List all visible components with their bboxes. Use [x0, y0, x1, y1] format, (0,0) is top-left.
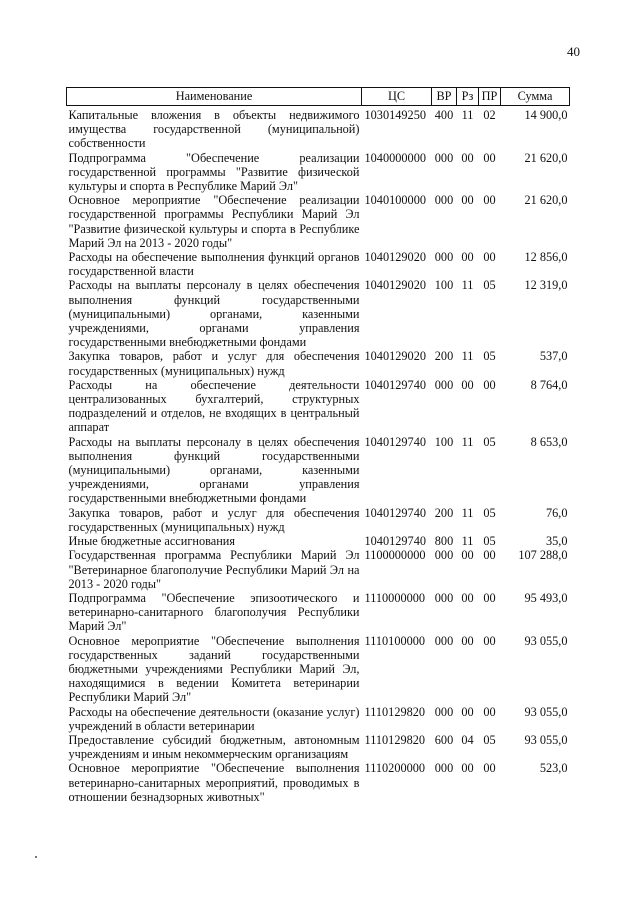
table-row	[67, 534, 570, 548]
row-pr: 02	[483, 108, 496, 122]
row-name: Капитальные вложения в объекты недвижимого имущества государственной (муниципальной) собственности	[68, 108, 360, 151]
row-cs: 1040129020	[364, 250, 426, 265]
row-name: Предоставление субсидий бюджетным, автономным учреждениям и иным некоммерческим организациям	[68, 732, 360, 762]
row-name: Подпрограмма "Обеспечение реализации государственной программы "Развитие физической культуры и спорта в Республике Марий Эл"	[68, 150, 360, 194]
table-row	[67, 349, 570, 377]
table-row	[67, 193, 570, 250]
row-name: Основное мероприятие "Обеспечение выполнения ветеринарно-санитарных мероприятий, проводимых в отношении безнадзорных животных"	[68, 761, 360, 804]
row-rz: 00	[461, 590, 474, 605]
row-cs: 1040129740	[364, 505, 426, 520]
row-name: Иные бюджетные ассигнования	[68, 534, 236, 549]
header-pr: ПР	[479, 88, 501, 106]
row-pr: 00	[483, 377, 496, 392]
table-row	[67, 591, 570, 634]
row-name: Закупка товаров, работ и услуг для обеспечения государственных (муниципальных) нужд	[68, 505, 360, 534]
table-row	[67, 634, 570, 705]
table-row	[67, 106, 570, 151]
table-row	[67, 435, 570, 506]
row-vr: 100	[434, 278, 454, 293]
row-sum: 93 055,0	[524, 732, 568, 747]
header-rz: Рз	[457, 88, 479, 106]
row-rz: 11	[461, 505, 474, 520]
row-cs: 1040100000	[364, 193, 426, 208]
row-pr: 00	[483, 150, 496, 165]
row-vr: 000	[434, 761, 454, 776]
row-vr: 000	[434, 150, 454, 165]
table-header	[67, 88, 570, 106]
row-pr: 05	[483, 434, 496, 449]
header-vr: ВР	[432, 88, 457, 106]
row-name: Основное мероприятие "Обеспечение выполнения государственных заданий государственными бюджетными учреждениями Республики Марий Эл, находящимися в ведении Комитета ветеринарии Республики Марий Эл"	[68, 633, 360, 705]
header-cs: ЦС	[362, 88, 432, 106]
row-vr: 100	[434, 434, 454, 449]
row-rz: 11	[461, 534, 474, 549]
row-pr: 00	[483, 633, 496, 648]
row-pr: 05	[483, 278, 496, 293]
row-name: Расходы на обеспечение деятельности централизованных бухгалтерий, структурных подразделений и отделов, не входящих в центральный аппарат	[68, 377, 360, 435]
row-sum: 93 055,0	[524, 633, 568, 648]
row-rz: 00	[461, 377, 474, 392]
row-vr: 000	[434, 704, 454, 719]
table-row	[67, 761, 570, 804]
row-cs: 1110129820	[364, 704, 426, 719]
table-row	[67, 733, 570, 761]
scan-speck	[35, 856, 37, 858]
row-vr: 000	[434, 590, 454, 605]
row-rz: 00	[461, 193, 474, 208]
row-sum: 93 055,0	[524, 704, 568, 719]
row-pr: 00	[483, 548, 496, 563]
row-rz: 11	[461, 434, 474, 449]
row-rz: 00	[461, 150, 474, 165]
row-vr: 000	[434, 193, 454, 208]
table-row	[67, 705, 570, 733]
row-pr: 05	[483, 505, 496, 520]
row-pr: 05	[483, 534, 496, 549]
row-name: Расходы на обеспечение выполнения функций органов государственной власти	[68, 250, 360, 279]
row-sum: 14 900,0	[524, 108, 568, 122]
row-cs: 1110100000	[364, 633, 426, 648]
row-rz: 00	[461, 633, 474, 648]
row-name: Расходы на выплаты персоналу в целях обеспечения выполнения функций государственными (муниципальными) органами, казенными учреждениями, органами управления государственными внебюджетными фондами	[68, 434, 360, 506]
row-cs: 1040000000	[364, 150, 426, 165]
row-sum: 21 620,0	[524, 193, 568, 208]
row-sum: 12 319,0	[524, 278, 568, 293]
table-row	[67, 506, 570, 534]
page-number: 40	[567, 44, 580, 59]
row-pr: 00	[483, 193, 496, 208]
row-rz: 00	[461, 250, 474, 265]
row-vr: 200	[434, 505, 454, 520]
row-cs: 1040129740	[364, 434, 426, 449]
row-rz: 04	[461, 732, 474, 747]
row-vr: 000	[434, 633, 454, 648]
row-pr: 00	[483, 704, 496, 719]
row-rz: 11	[461, 278, 474, 293]
table-row	[67, 250, 570, 278]
row-sum: 35,0	[545, 534, 568, 549]
table-row	[67, 378, 570, 435]
row-vr: 000	[434, 377, 454, 392]
row-vr: 800	[434, 534, 454, 549]
row-cs: 1110129820	[364, 732, 426, 747]
row-cs: 1040129020	[364, 278, 426, 293]
row-cs: 1110000000	[364, 590, 426, 605]
table-body	[67, 106, 570, 804]
row-sum: 21 620,0	[524, 150, 568, 165]
table-row	[67, 548, 570, 591]
row-vr: 400	[434, 108, 454, 122]
row-sum: 523,0	[539, 761, 568, 776]
row-sum: 12 856,0	[524, 250, 568, 265]
row-rz: 00	[461, 548, 474, 563]
row-cs: 1040129740	[364, 534, 426, 549]
row-cs: 1040129740	[364, 377, 426, 392]
row-rz: 00	[461, 704, 474, 719]
row-pr: 05	[483, 732, 496, 747]
row-vr: 000	[434, 250, 454, 265]
row-sum: 8 764,0	[530, 377, 568, 392]
table-row	[67, 278, 570, 349]
row-sum: 76,0	[545, 505, 568, 520]
row-vr: 600	[434, 732, 454, 747]
row-sum: 537,0	[539, 349, 568, 364]
row-cs: 1040129020	[364, 349, 426, 364]
row-name: Закупка товаров, работ и услуг для обеспечения государственных (муниципальных) нужд	[68, 349, 360, 378]
row-rz: 00	[461, 761, 474, 776]
table-row	[67, 151, 570, 194]
row-sum: 107 288,0	[518, 548, 568, 563]
row-rz: 11	[461, 349, 474, 364]
row-pr: 00	[483, 250, 496, 265]
header-name: Наименование	[67, 88, 362, 106]
row-cs: 1030149250	[364, 108, 426, 122]
row-vr: 000	[434, 548, 454, 563]
row-pr: 00	[483, 761, 496, 776]
header-sum: Сумма	[501, 88, 570, 106]
row-pr: 00	[483, 590, 496, 605]
row-name: Государственная программа Республики Марий Эл "Ветеринарное благополучие Республики Марий Эл на 2013 - 2020 годы"	[68, 548, 360, 591]
row-sum: 95 493,0	[524, 590, 568, 605]
row-rz: 11	[461, 108, 474, 122]
row-cs: 1110200000	[364, 761, 426, 776]
row-name: Основное мероприятие "Обеспечение реализации государственной программы Республики Марий Эл "Развитие физической культуры и спорта в Республике Марий Эл на 2013 - 2020 годы"	[68, 193, 360, 250]
row-vr: 200	[434, 349, 454, 364]
row-cs: 1100000000	[364, 548, 426, 563]
row-name: Подпрограмма "Обеспечение эпизоотического и ветеринарно-санитарного благополучия Республики Марий Эл"	[68, 590, 360, 634]
row-name: Расходы на обеспечение деятельности (оказание услуг) учреждений в области ветеринарии	[68, 704, 360, 733]
row-pr: 05	[483, 349, 496, 364]
budget-table	[66, 87, 570, 804]
row-sum: 8 653,0	[530, 434, 568, 449]
row-name: Расходы на выплаты персоналу в целях обеспечения выполнения функций государственными (муниципальными) органами, казенными учреждениями, органами управления государственными внебюджетными фондами	[68, 278, 360, 350]
